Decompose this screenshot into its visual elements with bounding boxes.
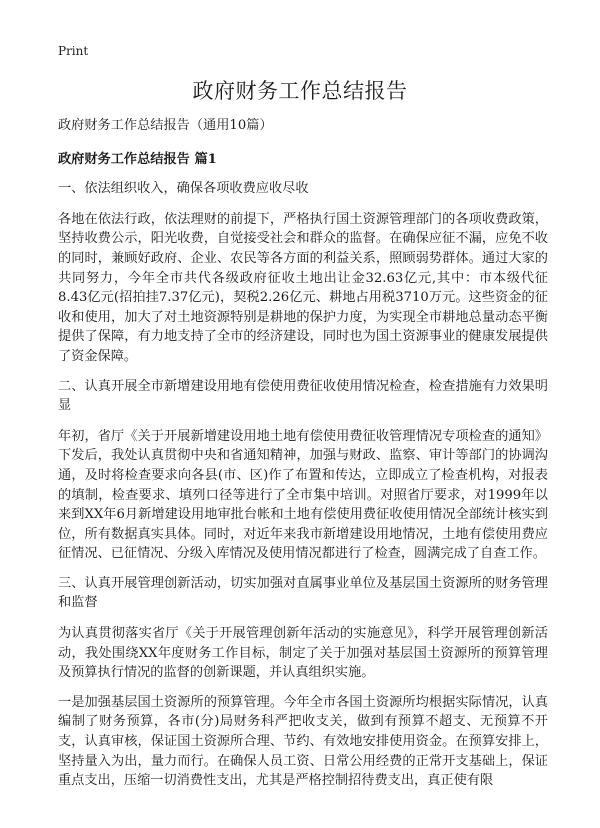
document-body [58, 116, 548, 801]
heading-1: 一、依法组织收入，确保各项收费应收尽收 [58, 181, 309, 197]
print-link[interactable]: Print [58, 44, 89, 58]
heading-3: 三、认真开展管理创新活动，切实加强对直属事业单位及基层国土资源所的财务管理和监督 [58, 575, 548, 611]
heading-2: 二、认真开展全市新增建设用地有偿使用费征收使用情况检查，检查措施有力效果明显 [58, 378, 548, 414]
paragraph-4: 一是加强基层国土资源所的预算管理。今年全市各国土资源所均根据实际情况，认真编制了财务预算，各市(分)局财务科严把收支关，做到有预算不超支、无预算不开支，认真审核，保证国土资源所合理、节约、有效地安排使用资金。在预算安排上，坚持量入为出，量力而行。在确保人员工资、日常公用经费的正常开支基础上，保证重点支出，压缩一切消费性支出，尤其是严格控制招待费支出，真正使有限 [58, 694, 548, 789]
paragraph-2: 年初，省厅《关于开展新增建设用地土地有偿使用费征收管理情况专项检查的通知》下发后，我处认真贯彻中央和省通知精神，加强与财政、监察、审计等部门的协调沟通，及时将检查要求向各县(市、区)作了布置和传达，立即成立了检查机构，对报表的填制，检查要求、填列口径等进行了全市集中培训。对照省厅要求，对1999年以来到XX年6月新增建设用地审批台帐和土地有偿使用费征收使用情况全部统计核实到位，所有数据真实具体。同时，对近年来我市新增建设用地情况，土地有偿使用费应征情况、已征情况、分级入库情况及使用情况都进行了检查，圆满完成了自查工作。 [58, 428, 548, 562]
paragraph-1: 各地在依法行政，依法理财的前提下，严格执行国土资源管理部门的各项收费政策，坚持收费公示，阳光收费，自觉接受社会和群众的监督。在确保应征不漏，应免不收的同时，兼顾好政府、企业、农民等各方面的利益关系，照顾弱势群体。通过大家的共同努力，今年全市共代各级政府征收土地出让金32.63亿元,其中：市本级代征8.43亿元(招拍挂7.37亿元)，契税2.26亿元、耕地占用税3710万元。这些资金的征收和使用，加大了对土地资源特别是耕地的保护力度，为实现全市耕地总量动态平衡提供了保障，有力地支持了全市的经济建设，同时也为国土资源事业的健康发展提供了资金保障。 [58, 211, 548, 364]
section-title: 政府财务工作总结报告 篇1 [58, 151, 217, 167]
document-title: 政府财务工作总结报告 [192, 79, 408, 103]
document-subtitle: 政府财务工作总结报告（通用10篇） [58, 118, 273, 133]
paragraph-3: 为认真贯彻落实省厅《关于开展管理创新年活动的实施意见》，科学开展管理创新活动，我处围绕XX年度财务工作目标，制定了关于加强对基层国土资源所的预算管理及预算执行情况的监督的创新课题，并认真组织实施。 [58, 626, 548, 681]
